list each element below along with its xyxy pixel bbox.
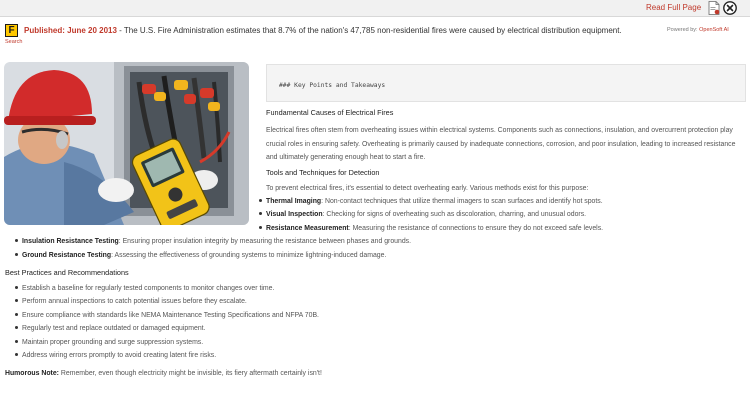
section-title-causes: Fundamental Causes of Electrical Fires — [266, 108, 394, 117]
powered-by — [667, 27, 729, 33]
list-item: Ground Resistance Testing: Assessing the effectiveness of grounding systems to minimize lightning-induced damage. — [15, 252, 386, 259]
list-item: Ensure compliance with standards like NEMA Maintenance Testing Specifications and NFPA 70B. — [15, 312, 319, 319]
list-item: Regularly test and replace outdated or damaged equipment. — [15, 325, 206, 332]
list-item: Insulation Resistance Testing: Ensuring proper insulation integrity by measuring the resistance between phases and grounds. — [15, 238, 411, 245]
powered-by-link[interactable]: OpenSoft AI — [699, 27, 729, 33]
powered-by-prefix: Powered by: — [667, 27, 700, 33]
list-item: Address wiring errors promptly to avoid creating latent fire risks. — [15, 352, 216, 359]
key-points-code-block: ### Key Points and Takeaways — [266, 64, 746, 102]
paragraph-tools: To prevent electrical fires, it's essential to detect overheating early. Various methods exist for this purpose: — [266, 185, 589, 192]
section-title-tools: Tools and Techniques for Detection — [266, 168, 380, 177]
section-title-best-practices: Best Practices and Recommendations — [5, 268, 129, 277]
search-link[interactable]: Search — [5, 39, 23, 45]
list-item: Thermal Imaging: Non-contact techniques that utilize thermal imagers to scan surfaces and identify hot spots. — [259, 198, 603, 205]
top-toolbar — [0, 0, 750, 17]
pdf-icon[interactable] — [708, 1, 720, 15]
list-item: Visual Inspection: Checking for signs of overheating such as discoloration, charring, and unusual odors. — [259, 211, 586, 218]
list-item: Resistance Measurement: Measuring the resistance of connections to ensure they do not exceed safe levels. — [259, 225, 603, 232]
paragraph-causes: Electrical fires often stem from overheating issues within electrical systems. Components such as connections, insulation, and overcurrent protection play crucial roles in ensuring safety. Overheating is primarily caused by inadequate connections, corrosion, and poor insulation, leading to increased resistance and ultimately generating enough heat to start a fire. — [266, 127, 736, 161]
list-item: Establish a baseline for regularly tested components to monitor changes over time. — [15, 285, 274, 292]
article-headline — [24, 25, 664, 36]
list-item: Maintain proper grounding and surge suppression systems. — [15, 339, 203, 346]
headline-text: - The U.S. Fire Administration estimates that 8.7% of the nation's 47,785 non-residential fires were caused by electrical distribution equipment. — [116, 26, 622, 35]
list-item: Perform annual inspections to catch potential issues before they escalate. — [15, 298, 247, 305]
read-full-page-link[interactable]: Read Full Page — [646, 3, 702, 12]
brand-logo: F — [5, 24, 18, 37]
article-image — [4, 62, 249, 225]
close-icon[interactable] — [723, 1, 737, 15]
humorous-note: Humorous Note: Remember, even though electricity might be invisible, its fiery aftermath certainly isn't! — [5, 370, 322, 377]
published-date: Published: June 20 2013 — [24, 26, 117, 35]
